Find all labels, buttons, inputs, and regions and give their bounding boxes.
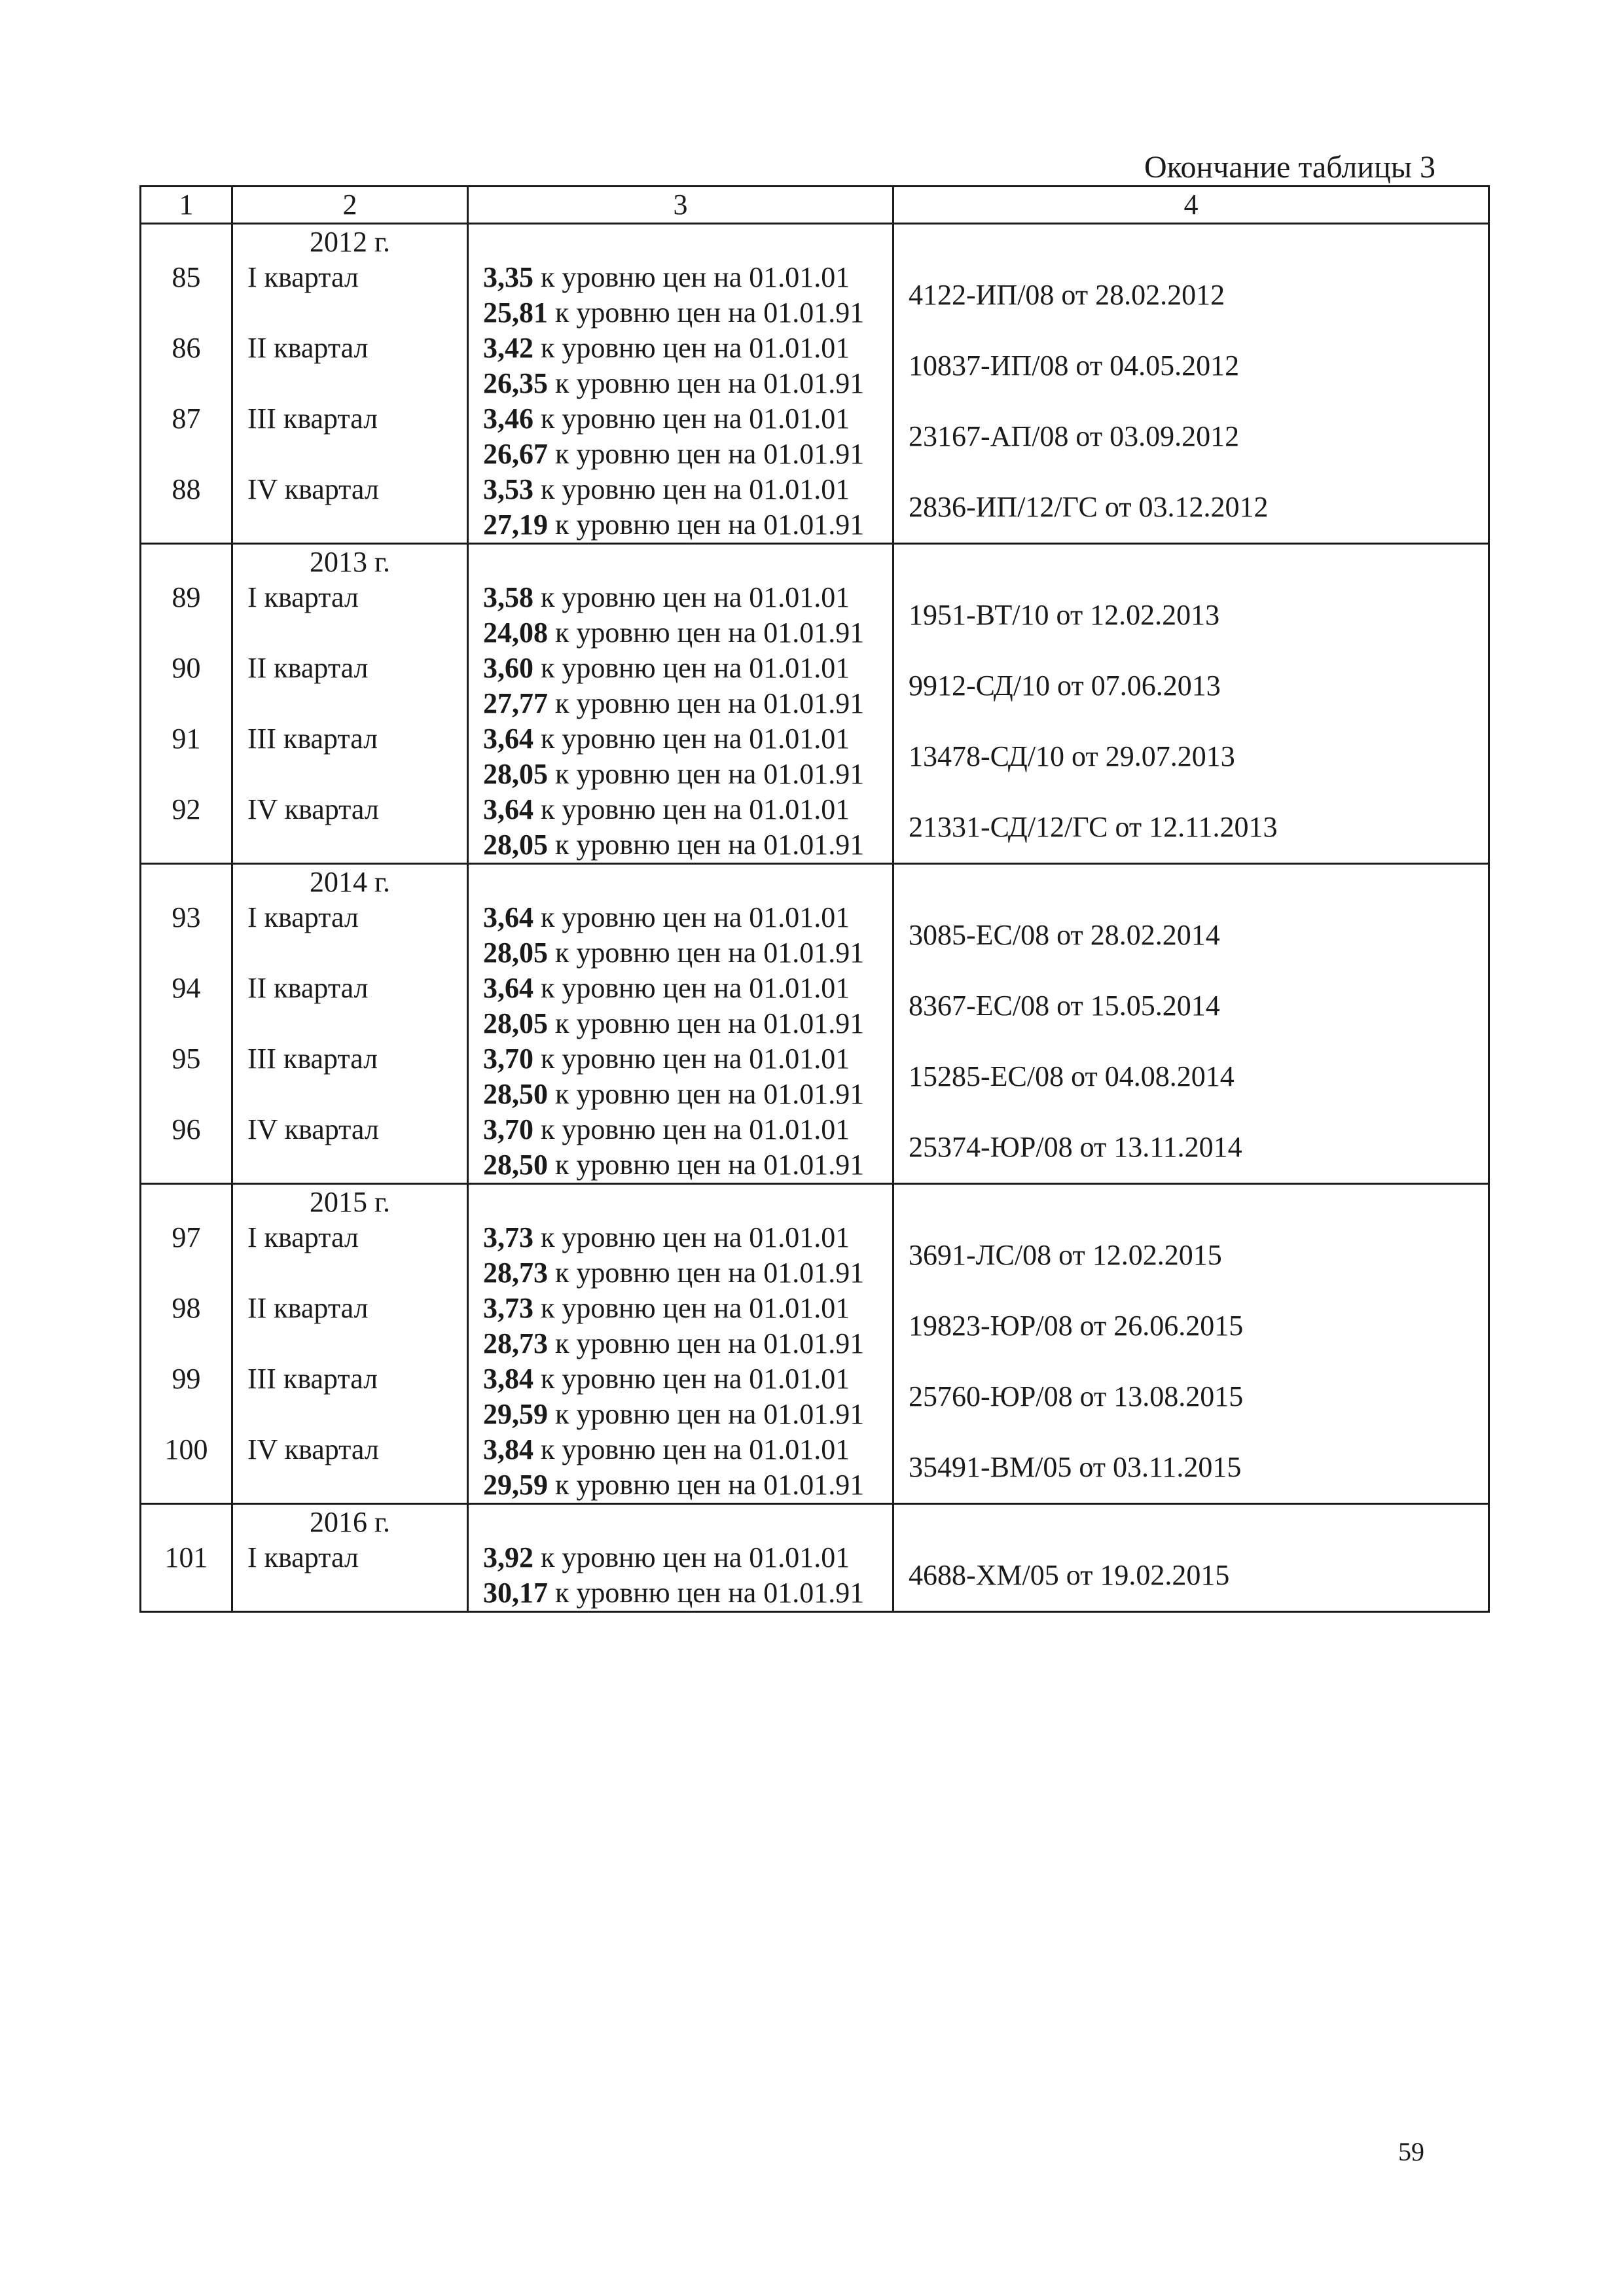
index-cell xyxy=(468,580,893,651)
index-value: 28,05 xyxy=(483,1007,548,1039)
index-value: 30,17 xyxy=(483,1577,548,1609)
table-row xyxy=(141,1432,1489,1504)
column-header: 4 xyxy=(893,187,1489,224)
index-value: 3,53 xyxy=(483,473,533,505)
table-row xyxy=(141,331,1489,401)
index-text: к уровню цен на 01.01.01 xyxy=(533,1292,850,1324)
table-caption: Окончание таблицы 3 xyxy=(1144,150,1435,185)
row-number: 90 xyxy=(141,651,232,721)
index-line-1991 xyxy=(483,1575,892,1611)
quarter-label: III квартал xyxy=(232,401,468,472)
year-letter-cell xyxy=(893,864,1489,901)
index-cell xyxy=(468,721,893,792)
index-value: 3,35 xyxy=(483,261,533,293)
index-value: 3,64 xyxy=(483,723,533,755)
index-value: 28,05 xyxy=(483,758,548,790)
index-line-2001 xyxy=(483,1112,892,1147)
index-cell xyxy=(468,401,893,472)
row-number: 94 xyxy=(141,971,232,1041)
index-value: 3,42 xyxy=(483,332,533,364)
index-cell xyxy=(468,1432,893,1504)
quarter-label: IV квартал xyxy=(232,1432,468,1504)
year-num-cell xyxy=(141,1504,232,1541)
letter-reference: 21331-СД/12/ГС от 12.11.2013 xyxy=(893,792,1489,864)
row-number: 98 xyxy=(141,1291,232,1361)
year-label: 2014 г. xyxy=(232,864,468,901)
index-line-1991 xyxy=(483,686,892,721)
quarter-label: IV квартал xyxy=(232,792,468,864)
index-value: 3,73 xyxy=(483,1221,533,1253)
index-text: к уровню цен на 01.01.01 xyxy=(533,793,850,825)
quarter-label: I квартал xyxy=(232,580,468,651)
index-cell xyxy=(468,971,893,1041)
table-row xyxy=(141,1291,1489,1361)
index-value: 3,46 xyxy=(483,403,533,435)
index-line-1991 xyxy=(483,615,892,651)
letter-reference: 23167-АП/08 от 03.09.2012 xyxy=(893,401,1489,472)
index-text: к уровню цен на 01.01.01 xyxy=(533,723,850,755)
year-num-cell xyxy=(141,224,232,260)
quarter-label: III квартал xyxy=(232,721,468,792)
index-line-1991 xyxy=(483,1077,892,1112)
index-line-1991 xyxy=(483,1467,892,1503)
table-row xyxy=(141,1041,1489,1112)
year-row xyxy=(141,1504,1489,1541)
index-line-2001 xyxy=(483,260,892,295)
column-header: 2 xyxy=(232,187,468,224)
index-text: к уровню цен на 01.01.01 xyxy=(533,972,850,1004)
index-line-1991 xyxy=(483,1326,892,1361)
index-value: 28,50 xyxy=(483,1149,548,1181)
letter-reference: 25760-ЮР/08 от 13.08.2015 xyxy=(893,1361,1489,1432)
table-row xyxy=(141,472,1489,544)
column-header: 1 xyxy=(141,187,232,224)
letter-reference: 19823-ЮР/08 от 26.06.2015 xyxy=(893,1291,1489,1361)
index-line-2001 xyxy=(483,900,892,935)
row-number: 91 xyxy=(141,721,232,792)
index-cell xyxy=(468,651,893,721)
index-text: к уровню цен на 01.01.01 xyxy=(533,332,850,364)
row-number: 96 xyxy=(141,1112,232,1184)
index-line-1991 xyxy=(483,366,892,401)
index-value: 24,08 xyxy=(483,617,548,649)
index-text: к уровню цен на 01.01.01 xyxy=(533,1541,850,1573)
quarter-label: II квартал xyxy=(232,971,468,1041)
row-number: 101 xyxy=(141,1540,232,1612)
year-row xyxy=(141,1184,1489,1221)
index-value: 3,84 xyxy=(483,1433,533,1465)
letter-reference: 1951-ВТ/10 от 12.02.2013 xyxy=(893,580,1489,651)
year-letter-cell xyxy=(893,1184,1489,1221)
index-text: к уровню цен на 01.01.01 xyxy=(533,581,850,613)
index-text: к уровню цен на 01.01.91 xyxy=(548,1469,865,1501)
table-row xyxy=(141,900,1489,971)
year-label: 2016 г. xyxy=(232,1504,468,1541)
table-row xyxy=(141,721,1489,792)
index-table xyxy=(139,185,1490,1613)
quarter-label: I квартал xyxy=(232,1540,468,1612)
letter-reference: 4122-ИП/08 от 28.02.2012 xyxy=(893,260,1489,331)
index-text: к уровню цен на 01.01.91 xyxy=(548,367,865,399)
index-cell xyxy=(468,1291,893,1361)
index-text: к уровню цен на 01.01.01 xyxy=(533,1221,850,1253)
index-value: 28,73 xyxy=(483,1257,548,1289)
year-row xyxy=(141,544,1489,581)
index-text: к уровню цен на 01.01.91 xyxy=(548,1577,865,1609)
page-number: 59 xyxy=(1398,2137,1424,2166)
year-index-cell xyxy=(468,1184,893,1221)
year-letter-cell xyxy=(893,224,1489,260)
row-number: 97 xyxy=(141,1220,232,1291)
letter-reference: 13478-СД/10 от 29.07.2013 xyxy=(893,721,1489,792)
index-value: 3,70 xyxy=(483,1113,533,1145)
letter-reference: 8367-ЕС/08 от 15.05.2014 xyxy=(893,971,1489,1041)
index-value: 3,64 xyxy=(483,901,533,933)
row-number: 88 xyxy=(141,472,232,544)
index-cell xyxy=(468,1361,893,1432)
index-value: 26,35 xyxy=(483,367,548,399)
index-text: к уровню цен на 01.01.01 xyxy=(533,1113,850,1145)
header-row xyxy=(141,187,1489,224)
index-line-1991 xyxy=(483,1006,892,1041)
index-value: 3,70 xyxy=(483,1043,533,1075)
index-text: к уровню цен на 01.01.91 xyxy=(548,1149,865,1181)
index-cell xyxy=(468,1220,893,1291)
index-text: к уровню цен на 01.01.01 xyxy=(533,1363,850,1395)
row-number: 86 xyxy=(141,331,232,401)
quarter-label: III квартал xyxy=(232,1041,468,1112)
row-number: 92 xyxy=(141,792,232,864)
index-line-2001 xyxy=(483,651,892,686)
index-cell xyxy=(468,472,893,544)
table-row xyxy=(141,1361,1489,1432)
index-line-1991 xyxy=(483,827,892,863)
year-letter-cell xyxy=(893,1504,1489,1541)
index-line-2001 xyxy=(483,580,892,615)
index-line-2001 xyxy=(483,1041,892,1077)
quarter-label: I квартал xyxy=(232,260,468,331)
index-value: 3,64 xyxy=(483,793,533,825)
index-value: 3,60 xyxy=(483,652,533,684)
index-value: 28,05 xyxy=(483,937,548,969)
letter-reference: 35491-ВМ/05 от 03.11.2015 xyxy=(893,1432,1489,1504)
index-line-1991 xyxy=(483,1255,892,1291)
letter-reference: 3085-ЕС/08 от 28.02.2014 xyxy=(893,900,1489,971)
index-text: к уровню цен на 01.01.91 xyxy=(548,937,865,969)
quarter-label: II квартал xyxy=(232,1291,468,1361)
quarter-label: II квартал xyxy=(232,331,468,401)
column-header: 3 xyxy=(468,187,893,224)
index-value: 27,19 xyxy=(483,509,548,541)
index-line-2001 xyxy=(483,1540,892,1575)
year-num-cell xyxy=(141,864,232,901)
index-text: к уровню цен на 01.01.91 xyxy=(548,1078,865,1110)
year-index-cell xyxy=(468,1504,893,1541)
index-value: 3,64 xyxy=(483,972,533,1004)
index-value: 3,84 xyxy=(483,1363,533,1395)
table-row xyxy=(141,1112,1489,1184)
row-number: 100 xyxy=(141,1432,232,1504)
row-number: 99 xyxy=(141,1361,232,1432)
index-text: к уровню цен на 01.01.01 xyxy=(533,1433,850,1465)
year-label: 2012 г. xyxy=(232,224,468,260)
row-number: 87 xyxy=(141,401,232,472)
index-line-2001 xyxy=(483,1291,892,1326)
year-index-cell xyxy=(468,544,893,581)
table-row xyxy=(141,651,1489,721)
index-cell xyxy=(468,792,893,864)
index-text: к уровню цен на 01.01.91 xyxy=(548,438,865,470)
quarter-label: I квартал xyxy=(232,900,468,971)
year-num-cell xyxy=(141,544,232,581)
year-row xyxy=(141,224,1489,260)
index-value: 3,73 xyxy=(483,1292,533,1324)
index-text: к уровню цен на 01.01.91 xyxy=(548,617,865,649)
index-text: к уровню цен на 01.01.91 xyxy=(548,758,865,790)
year-num-cell xyxy=(141,1184,232,1221)
quarter-label: III квартал xyxy=(232,1361,468,1432)
index-line-1991 xyxy=(483,295,892,331)
index-text: к уровню цен на 01.01.01 xyxy=(533,261,850,293)
index-text: к уровню цен на 01.01.01 xyxy=(533,473,850,505)
table-row xyxy=(141,580,1489,651)
index-line-2001 xyxy=(483,401,892,437)
table-row xyxy=(141,1540,1489,1612)
index-text: к уровню цен на 01.01.91 xyxy=(548,1257,865,1289)
index-text: к уровню цен на 01.01.01 xyxy=(533,1043,850,1075)
index-line-1991 xyxy=(483,935,892,971)
index-text: к уровню цен на 01.01.91 xyxy=(548,296,865,329)
index-line-2001 xyxy=(483,331,892,366)
index-cell xyxy=(468,1540,893,1612)
table-row xyxy=(141,792,1489,864)
index-text: к уровню цен на 01.01.01 xyxy=(533,652,850,684)
year-label: 2015 г. xyxy=(232,1184,468,1221)
index-text: к уровню цен на 01.01.91 xyxy=(548,829,865,861)
index-line-1991 xyxy=(483,1397,892,1432)
index-line-2001 xyxy=(483,472,892,507)
index-cell xyxy=(468,900,893,971)
row-number: 93 xyxy=(141,900,232,971)
quarter-label: II квартал xyxy=(232,651,468,721)
index-cell xyxy=(468,1041,893,1112)
index-value: 3,58 xyxy=(483,581,533,613)
year-row xyxy=(141,864,1489,901)
index-value: 25,81 xyxy=(483,296,548,329)
index-value: 29,59 xyxy=(483,1469,548,1501)
row-number: 95 xyxy=(141,1041,232,1112)
index-cell xyxy=(468,331,893,401)
index-text: к уровню цен на 01.01.01 xyxy=(533,901,850,933)
letter-reference: 10837-ИП/08 от 04.05.2012 xyxy=(893,331,1489,401)
index-cell xyxy=(468,1112,893,1184)
index-text: к уровню цен на 01.01.91 xyxy=(548,509,865,541)
letter-reference: 15285-ЕС/08 от 04.08.2014 xyxy=(893,1041,1489,1112)
letter-reference: 3691-ЛС/08 от 12.02.2015 xyxy=(893,1220,1489,1291)
index-line-2001 xyxy=(483,1361,892,1397)
row-number: 85 xyxy=(141,260,232,331)
quarter-label: IV квартал xyxy=(232,472,468,544)
table-row xyxy=(141,401,1489,472)
index-value: 27,77 xyxy=(483,687,548,719)
index-line-2001 xyxy=(483,971,892,1006)
index-text: к уровню цен на 01.01.91 xyxy=(548,1398,865,1430)
index-text: к уровню цен на 01.01.91 xyxy=(548,687,865,719)
quarter-label: I квартал xyxy=(232,1220,468,1291)
letter-reference: 4688-ХМ/05 от 19.02.2015 xyxy=(893,1540,1489,1612)
year-label: 2013 г. xyxy=(232,544,468,581)
letter-reference: 25374-ЮР/08 от 13.11.2014 xyxy=(893,1112,1489,1184)
index-line-1991 xyxy=(483,507,892,543)
year-letter-cell xyxy=(893,544,1489,581)
index-value: 28,05 xyxy=(483,829,548,861)
index-line-2001 xyxy=(483,792,892,827)
year-index-cell xyxy=(468,224,893,260)
index-value: 3,92 xyxy=(483,1541,533,1573)
index-text: к уровню цен на 01.01.91 xyxy=(548,1007,865,1039)
letter-reference: 9912-СД/10 от 07.06.2013 xyxy=(893,651,1489,721)
index-value: 26,67 xyxy=(483,438,548,470)
index-value: 28,73 xyxy=(483,1327,548,1359)
index-cell xyxy=(468,260,893,331)
quarter-label: IV квартал xyxy=(232,1112,468,1184)
index-line-2001 xyxy=(483,1432,892,1467)
year-index-cell xyxy=(468,864,893,901)
index-line-2001 xyxy=(483,1220,892,1255)
index-line-1991 xyxy=(483,437,892,472)
table-row xyxy=(141,1220,1489,1291)
letter-reference: 2836-ИП/12/ГС от 03.12.2012 xyxy=(893,472,1489,544)
table-row xyxy=(141,971,1489,1041)
index-line-2001 xyxy=(483,721,892,757)
table-row xyxy=(141,260,1489,331)
row-number: 89 xyxy=(141,580,232,651)
index-line-1991 xyxy=(483,757,892,792)
index-value: 28,50 xyxy=(483,1078,548,1110)
index-value: 29,59 xyxy=(483,1398,548,1430)
index-text: к уровню цен на 01.01.01 xyxy=(533,403,850,435)
index-text: к уровню цен на 01.01.91 xyxy=(548,1327,865,1359)
index-line-1991 xyxy=(483,1147,892,1183)
